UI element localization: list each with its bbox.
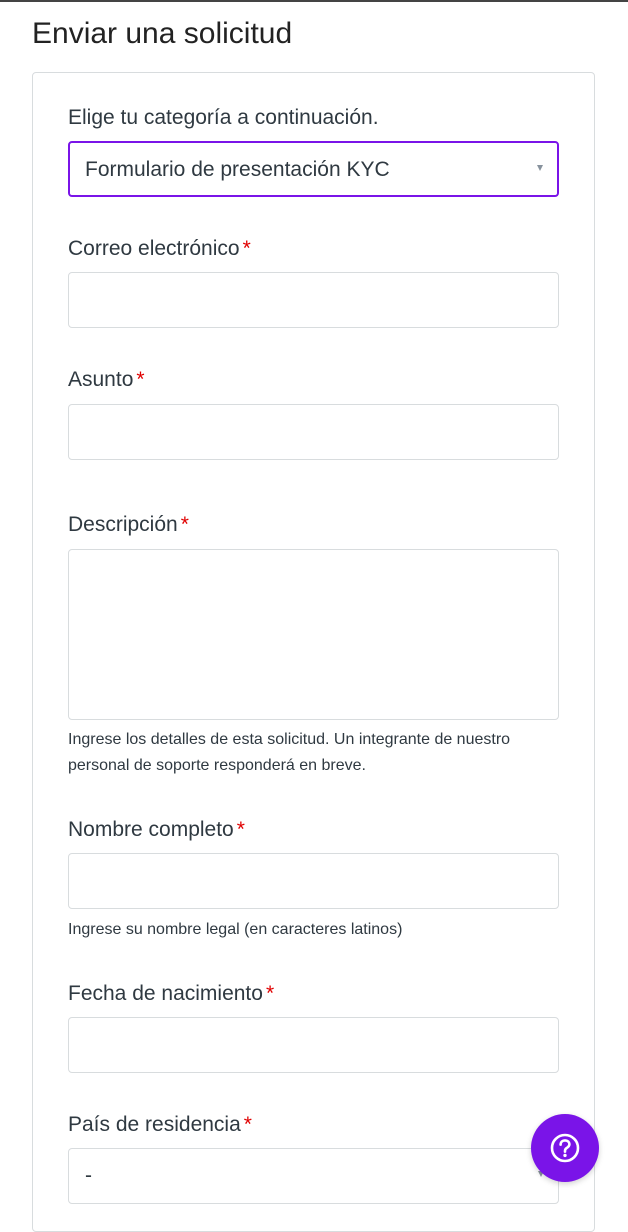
required-asterisk: * [242, 237, 251, 260]
category-label [68, 104, 379, 132]
chevron-down-icon [537, 165, 543, 171]
help-button[interactable] [531, 1114, 599, 1182]
country-label [68, 1111, 252, 1139]
required-asterisk: * [136, 368, 145, 391]
required-asterisk: * [180, 513, 189, 536]
birth-date-field[interactable] [68, 1017, 559, 1073]
birth-date-label-text: Fecha de nacimiento [68, 982, 263, 1005]
subject-label-text: Asunto [68, 368, 134, 391]
question-mark-icon [549, 1132, 581, 1164]
full-name-label [68, 816, 245, 844]
country-select[interactable] [68, 1148, 559, 1204]
subject-label [68, 366, 145, 394]
top-divider [0, 0, 628, 2]
description-hint: Ingrese los detalles de esta solicitud. Un integrante de nuestro personal de soporte responderá en breve. [68, 731, 511, 774]
full-name-field[interactable] [68, 853, 559, 909]
required-asterisk: * [236, 818, 245, 841]
description-label-text: Descripción [68, 513, 178, 536]
birth-date-label [68, 980, 274, 1008]
description-textarea[interactable] [68, 549, 559, 720]
category-select[interactable] [68, 141, 559, 197]
required-asterisk: * [265, 982, 275, 1005]
category-selected-value: Formulario de presentación KYC [85, 158, 390, 181]
country-label-text: País de residencia [68, 1113, 241, 1136]
subject-field[interactable] [68, 404, 559, 460]
email-label-text: Correo electrónico [68, 237, 240, 260]
page-title: Enviar una solicitud [32, 17, 293, 50]
full-name-label-text: Nombre completo [68, 818, 234, 841]
full-name-hint: Ingrese su nombre legal (en caracteres latinos) [68, 921, 403, 938]
required-asterisk: * [243, 1113, 252, 1136]
email-field[interactable] [68, 272, 559, 328]
description-label [68, 511, 189, 539]
country-selected-value: - [85, 1164, 92, 1187]
email-label [68, 235, 251, 263]
category-label-text: Elige tu categoría a continuación. [68, 106, 379, 129]
